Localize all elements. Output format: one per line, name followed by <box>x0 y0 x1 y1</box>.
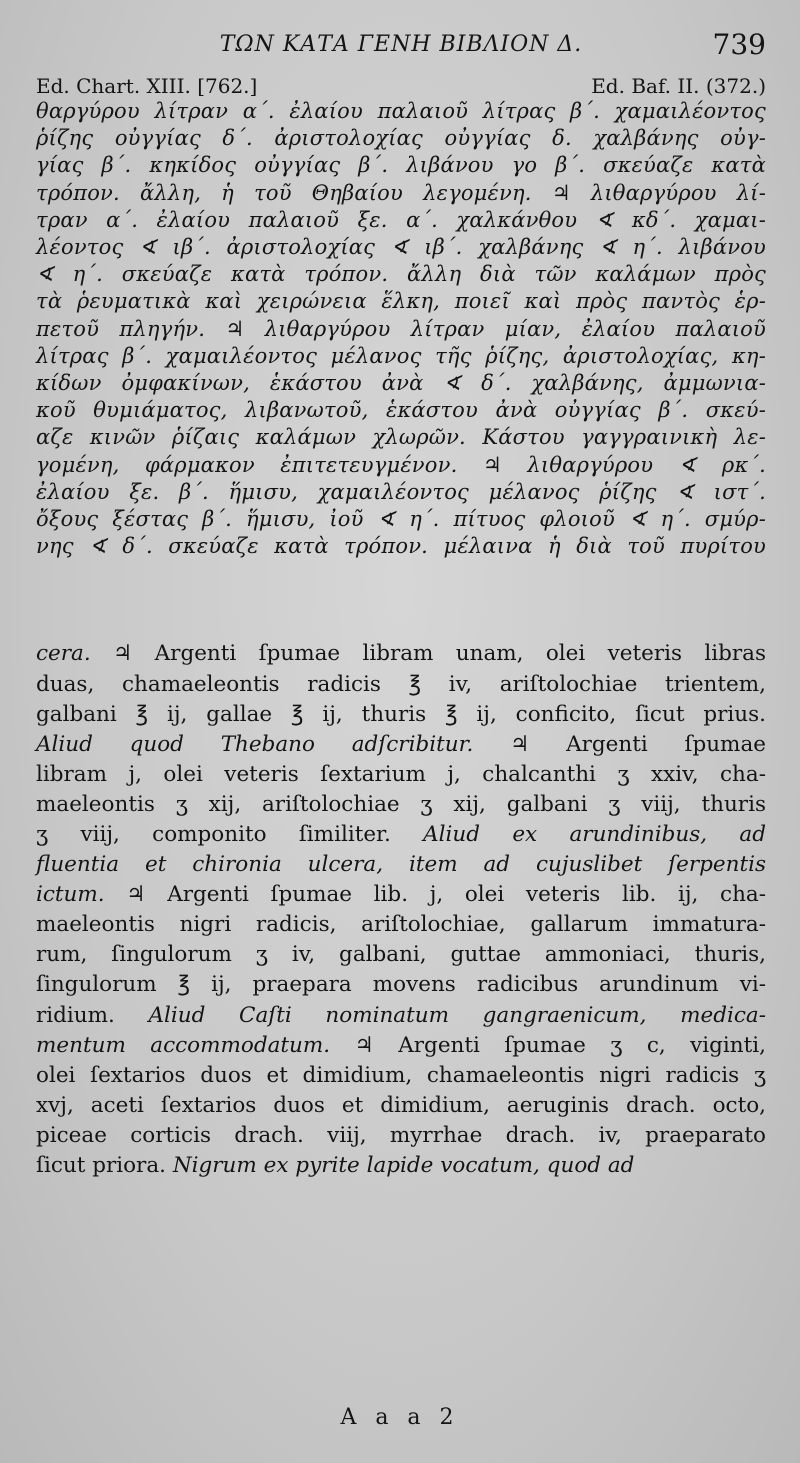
greek-line: αζε κινῶν ῥίζαις καλάμων χλωρῶν. Κάστου γαγγραινικὴ λε- <box>36 425 766 450</box>
latin-line <box>36 1061 766 1091</box>
latin-line <box>36 1031 766 1061</box>
greek-text-block <box>36 98 766 560</box>
greek-line: γίας β΄. κηκίδος οὐγγίας β΄. λιβάνου γο β΄. σκεύαζε κατὰ <box>36 153 766 178</box>
text-segment: duas, chamaeleontis radicis ℥ iv, ariſtolochiae trientem, <box>36 671 766 697</box>
text-segment: xvj, aceti ſextarios duos et dimidium, aeruginis drach. octo, <box>36 1092 766 1118</box>
page-number: 739 <box>712 28 766 61</box>
greek-line: τρόπον. ἄλλη, ἡ τοῦ Θηβαίου λεγομένη. ♃ λιθαργύρου λί- <box>36 180 766 205</box>
latin-line <box>36 639 766 669</box>
text-segment: maeleontis ʒ xij, ariſtolochiae ʒ xij, galbani ʒ viij, thuris <box>36 791 766 817</box>
greek-line: τὰ ῥευματικὰ καὶ χειρώνεια ἕλκη, ποιεῖ καὶ πρὸς παντὸς ἑρ- <box>36 289 766 314</box>
latin-line <box>36 1151 766 1181</box>
italic-heading-segment: ictum. <box>36 882 105 908</box>
italic-heading-segment: Aliud quod Thebano adſcribitur. <box>36 731 474 757</box>
text-segment: ſicut priora. <box>36 1153 173 1179</box>
greek-line: ὄξους ξέστας β΄. ἥμισυ, ἰοῦ ∢ η΄. πίτυος φλοιοῦ ∢ η΄. σμύρ- <box>36 507 766 532</box>
greek-line: ῥίζης οὐγγίας δ΄. ἀριστολοχίας οὐγγίας δ. χαλβάνης οὐγ- <box>36 126 766 151</box>
latin-line <box>36 760 766 790</box>
greek-line: πετοῦ πληγήν. ♃ λιθαργύρου λίτραν μίαν, ἐλαίου παλαιοῦ <box>36 316 766 341</box>
latin-line <box>36 880 766 910</box>
text-segment: ♃ Argenti ſpumae <box>473 731 766 757</box>
greek-line: θαργύρου λίτραν α΄. ἐλαίου παλαιοῦ λίτρας β΄. χαμαιλέοντος <box>36 99 766 123</box>
latin-line <box>36 790 766 820</box>
italic-heading-segment: cera. <box>36 641 91 667</box>
italic-heading-segment: Aliud ex arundinibus, ad <box>423 822 766 848</box>
italic-heading-segment: fluentia et chironia ulcera, item ad cujuslibet ſerpentis <box>36 852 766 878</box>
text-segment: ♃ Argenti ſpumae libram unam, olei veteris libras <box>90 641 766 667</box>
text-segment: maeleontis nigri radicis, ariſtolochiae, gallarum immatura- <box>36 912 766 938</box>
latin-line <box>36 1121 766 1151</box>
printer-signature-mark: A a a 2 <box>340 1405 460 1430</box>
greek-line: λίτρας β΄. χαμαιλέοντος μέλανος τῆς ῥίζης, ἀριστολοχίας, κη- <box>36 343 766 368</box>
latin-line <box>36 910 766 940</box>
greek-line: κίδων ὀμφακίνων, ἑκάστου ἀνὰ ∢ δ΄. χαλβάνης, ἀμμωνια- <box>36 371 766 396</box>
italic-heading-segment: mentum accommodatum. <box>36 1032 331 1058</box>
italic-heading-segment: Aliud Caſti nominatum gangraenicum, medica- <box>148 1002 766 1028</box>
running-title: ΤΩΝ ΚΑΤΑ ΓΕΝΗ ΒΙΒΛΙΟΝ Δ. <box>219 32 583 57</box>
latin-line <box>36 970 766 1000</box>
latin-line <box>36 700 766 730</box>
italic-heading-segment: Nigrum ex pyrite lapide vocatum, quod ad <box>172 1153 635 1179</box>
latin-line <box>36 820 766 850</box>
text-segment: galbani ℥ ij, gallae ℥ ij, thuris ℥ ij, conficito, ſicut prius. <box>36 701 766 727</box>
text-segment: ſingulorum ℥ ij, praepara movens radicibus arundinum vi- <box>36 972 766 998</box>
edition-reference-right: Ed. Baf. II. (372.) <box>591 74 766 98</box>
page-header <box>36 28 766 98</box>
text-segment: ʒ viij, componito ſimiliter. <box>36 822 424 848</box>
text-segment: ♃ Argenti ſpumae lib. j, olei veteris lib. ij, cha- <box>104 882 766 908</box>
latin-line <box>36 730 766 760</box>
text-segment: libram j, olei veteris ſextarium j, chalcanthi ʒ xxiv, cha- <box>36 761 766 787</box>
greek-line: νης ∢ δ΄. σκεύαζε κατὰ τρόπον. μέλαινα ἡ διὰ τοῦ πυρίτου <box>36 534 766 559</box>
text-segment: ♃ Argenti ſpumae ʒ c, viginti, <box>330 1032 766 1058</box>
edition-reference-left: Ed. Chart. XIII. [762.] <box>36 74 258 98</box>
text-segment: piceae corticis drach. viij, myrrhae drach. iv, praeparato <box>36 1122 766 1148</box>
text-segment: rum, ſingulorum ʒ iv, galbani, guttae ammoniaci, thuris, <box>36 942 766 968</box>
latin-text-block <box>36 639 766 1181</box>
greek-line: λέοντος ∢ ιβ΄. ἀριστολοχίας ∢ ιβ΄. χαλβάνης ∢ η΄. λιβάνου <box>36 235 766 260</box>
text-segment: ridium. <box>36 1002 149 1028</box>
latin-line <box>36 1091 766 1121</box>
greek-line: ∢ η΄. σκεύαζε κατὰ τρόπον. ἄλλη διὰ τῶν καλάμων πρὸς <box>36 262 766 287</box>
greek-line: ἐλαίου ξε. β΄. ἥμισυ, χαμαιλέοντος μέλανος ῥίζης ∢ ιστ΄. <box>36 479 766 504</box>
text-segment: olei ſextarios duos et dimidium, chamaeleontis nigri radicis ʒ <box>36 1062 766 1088</box>
latin-line <box>36 670 766 700</box>
greek-line: γομένη, φάρμακον ἐπιτετευγμένον. ♃ λιθαργύρου ∢ ρκ΄. <box>36 452 766 477</box>
latin-line <box>36 940 766 970</box>
greek-line: κοῦ θυμιάματος, λιβανωτοῦ, ἑκάστου ἀνὰ οὐγγίας β΄. σκεύ- <box>36 398 766 423</box>
greek-line: τραν α΄. ἐλαίου παλαιοῦ ξε. α΄. χαλκάνθου ∢ κδ΄. χαμαι- <box>36 207 766 232</box>
latin-line <box>36 1001 766 1031</box>
latin-line <box>36 850 766 880</box>
